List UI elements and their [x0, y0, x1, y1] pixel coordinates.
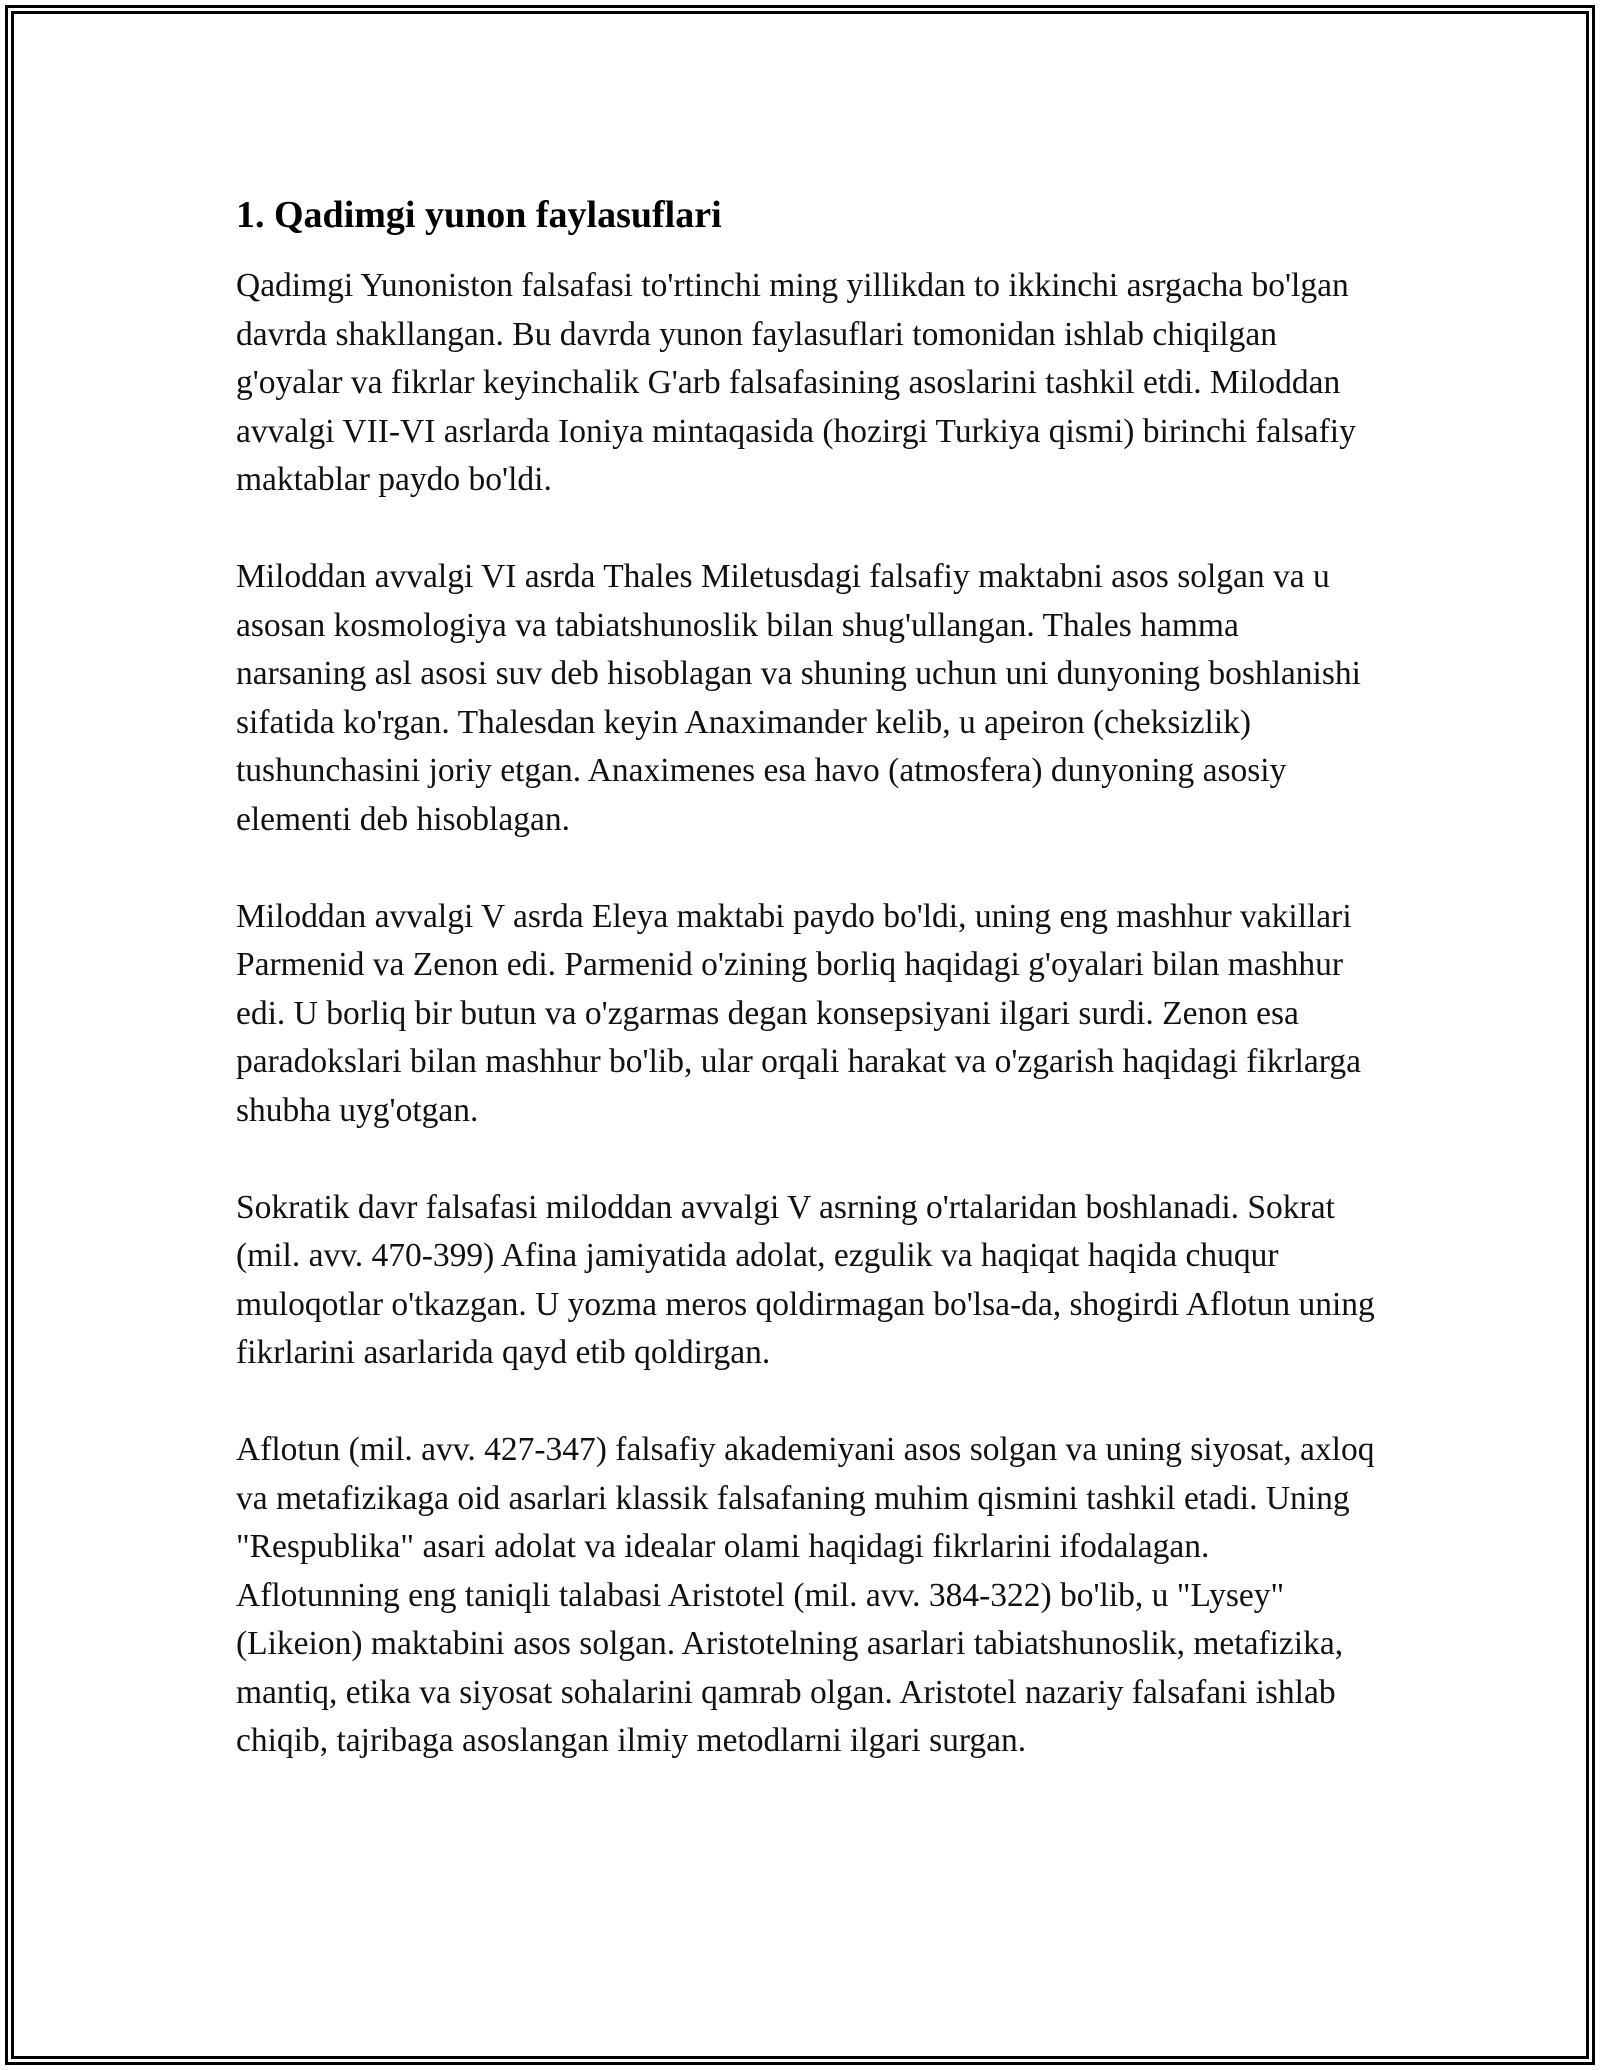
section-heading: 1. Qadimgi yunon faylasuflari: [236, 194, 722, 236]
paragraph-plato: Aflotun (mil. avv. 427-347) falsafiy akademiyani asos solgan va uning siyosat, axloq va metafizikaga oid asarlari klassik falsafaning muhim qismini tashkil etadi. Uning "Respublika" asari adolat va idealar olami haqidagi fikrlarini ifodalagan.: [236, 1431, 1375, 1565]
paragraph-socrates: Sokratik davr falsafasi miloddan avvalgi V asrning o'rtalaridan boshlanadi. Sokrat (mil. avv. 470-399) Afina jamiyatida adolat, ezgulik va haqiqat haqida chuqur muloqotlar o'tkazgan. U yozma meros qoldirmagan bo'lsa-da, shogirdi Aflotun uning fikrlarini asarlarida qayd etib qoldirgan.: [236, 1188, 1375, 1371]
document-body: [236, 188, 1376, 1766]
paragraph-intro: Qadimgi Yunoniston falsafasi to'rtinchi ming yillikdan to ikkinchi asrgacha bo'lgan davrda shakllangan. Bu davrda yunon faylasuflari tomonidan ishlab chiqilgan g'oyalar va fikrlar keyinchalik G'arb falsafasining asoslarini tashkil etdi. Miloddan avvalgi VII-VI asrlarda Ioniya mintaqasida (hozirgi Turkiya qismi) birinchi falsafiy maktablar paydo bo'ldi.: [236, 267, 1356, 498]
paragraph-aristotle: Aflotunning eng taniqli talabasi Aristotel (mil. avv. 384-322) bo'lib, u "Lysey" (Likeion) maktabini asos solgan. Aristotelning asarlari tabiatshunoslik, metafizika, mantiq, etika va siyosat sohalarini qamrab olgan. Aristotel nazariy falsafani ishlab chiqib, tajribaga asoslangan ilmiy metodlarni ilgari surgan.: [236, 1576, 1344, 1759]
paragraph-thales: Miloddan avvalgi VI asrda Thales Miletusdagi falsafiy maktabni asos solgan va u asosan kosmologiya va tabiatshunoslik bilan shug'ullangan. Thales hamma narsaning asl asosi suv deb hisoblagan va shuning uchun uni dunyoning boshlanishi sifatida ko'rgan. Thalesdan keyin Anaximander kelib, u apeiron (cheksizlik) tushunchasini joriy etgan. Anaximenes esa havo (atmosfera) dunyoning asosiy elementi deb hisoblagan.: [236, 558, 1361, 838]
paragraph-eleatic: Miloddan avvalgi V asrda Eleya maktabi paydo bo'ldi, uning eng mashhur vakillari Parmenid va Zenon edi. Parmenid o'zining borliq haqidagi g'oyalari bilan mashhur edi. U borliq bir butun va o'zgarmas degan konsepsiyani ilgari surdi. Zenon esa paradokslari bilan mashhur bo'lib, ular orqali harakat va o'zgarish haqidagi fikrlarga shubha uyg'otgan.: [236, 897, 1361, 1129]
